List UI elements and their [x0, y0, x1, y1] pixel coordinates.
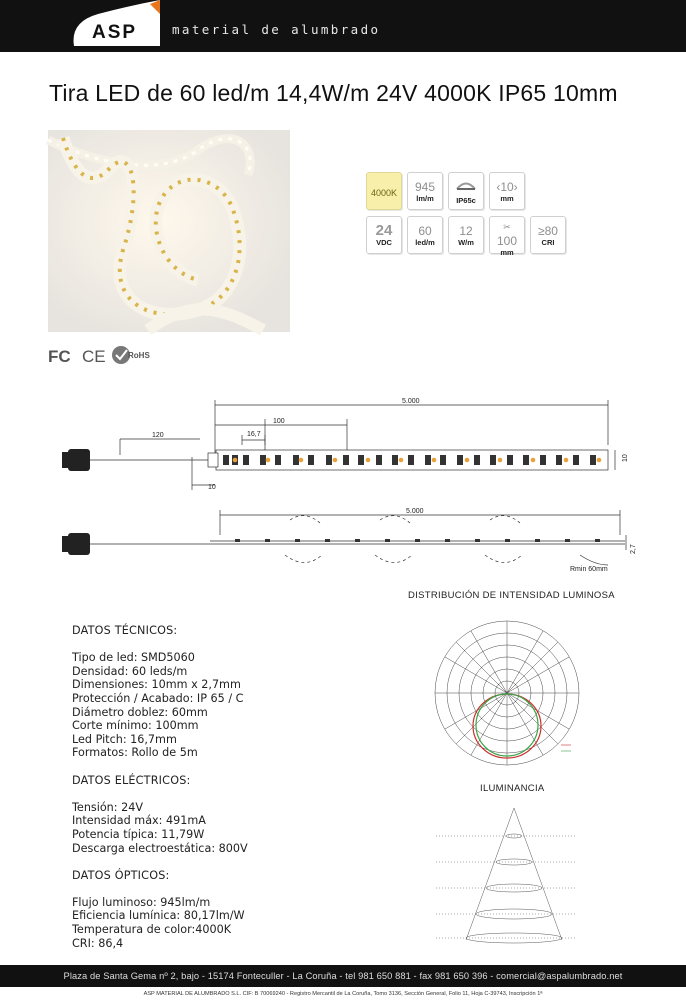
spec-efficacy: Eficiencia lumínica: 80,17lm/W: [72, 909, 245, 923]
spec-voltage: Tensión: 24V: [72, 800, 143, 814]
specifications: [72, 624, 372, 950]
spec-led-pitch: Led Pitch: 16,7mm: [72, 732, 177, 746]
cri-icon: ≥80 CRI: [530, 216, 566, 254]
dim-pitch: 16,7: [247, 431, 261, 438]
dim-section: 100: [273, 418, 285, 425]
dim-total-length: 5.000: [402, 398, 420, 405]
illuminance-title: ILUMINANCIA: [480, 783, 545, 794]
header-tagline: material de alumbrado: [172, 22, 381, 37]
logo-text: ASP: [92, 22, 138, 43]
elec-heading: DATOS ELÉCTRICOS:: [72, 773, 191, 787]
led-chips: [223, 455, 596, 465]
distribution-title: DISTRIBUCIÓN DE INTENSIDAD LUMINOSA: [408, 590, 615, 601]
spec-max-current: Intensidad máx: 491mA: [72, 814, 206, 828]
led-density-icon: 60 led/m: [407, 216, 443, 254]
spec-protection: Protección / Acabado: IP 65 / C: [72, 691, 244, 705]
footer-address: Plaza de Santa Gema nº 2, bajo - 15174 Fonteculler - La Coruña - tel 981 650 881 - fax 981 650 396 - comercial@aspalumbrado.net: [0, 965, 686, 987]
luminous-flux-icon: 945 lm/m: [407, 172, 443, 210]
dim-width: 10: [622, 454, 629, 462]
spec-led-type: Tipo de led: SMD5060: [72, 651, 195, 665]
fc-mark: FC: [48, 347, 71, 366]
tech-heading: DATOS TÉCNICOS:: [72, 624, 178, 637]
opt-heading: DATOS ÓPTICOS:: [72, 868, 170, 882]
footer-legal: ASP MATERIAL DE ALUMBRADO S.L. CIF: B 70069240 - Registro Mercantil de La Coruña, Tomo 3136, Sección General, Folio 11, Hoja C-39743, Inscripción 1ª: [143, 991, 543, 997]
technical-drawing: [60, 395, 637, 580]
spec-density: Densidad: 60 leds/m: [72, 664, 188, 678]
spec-esd: Descarga electroestática: 800V: [72, 841, 248, 855]
certification-marks: [48, 344, 158, 368]
spec-dimensions: Dimensiones: 10mm x 2,7mm: [72, 678, 241, 692]
spec-color-temp: Temperatura de color:4000K: [72, 923, 232, 937]
ce-mark: CE: [82, 347, 106, 366]
spec-typical-power: Potencia típica: 11,79W: [72, 827, 205, 841]
page-title: Tira LED de 60 led/m 14,4W/m 24V 4000K IP65 10mm: [49, 80, 618, 106]
spec-luminous-flux: Flujo luminoso: 945lm/m: [72, 895, 211, 909]
dim-side-length: 5.000: [406, 508, 424, 515]
dim-cable: 120: [152, 432, 164, 439]
dim-bend-radius: Rmin 60mm: [570, 566, 608, 573]
illuminance-diagram: [426, 800, 586, 950]
spec-formats: Formatos: Rollo de 5m: [72, 746, 198, 760]
polar-distribution-diagram: [427, 608, 612, 778]
rohs-mark: [112, 346, 150, 364]
header-bar: [0, 0, 686, 52]
dim-offset: 10: [208, 484, 216, 491]
spec-min-cut: Corte mínimo: 100mm: [72, 719, 199, 733]
color-temperature-icon: 4000K: [366, 172, 402, 210]
connector-top: [68, 449, 90, 471]
spec-bend-diameter: Diámetro doblez: 60mm: [72, 705, 208, 719]
feature-icons: [366, 172, 566, 262]
svg-text:RoHS: RoHS: [128, 351, 150, 360]
dim-thickness: 2,7: [630, 544, 637, 554]
ip-rating-icon: IP65c: [448, 172, 484, 210]
cut-length-icon: ✂ 100 mm: [489, 216, 525, 254]
spec-cri: CRI: 86,4: [72, 936, 124, 950]
asp-logo: [68, 0, 160, 46]
product-photo: [48, 130, 290, 332]
width-icon: ‹10› mm: [489, 172, 525, 210]
voltage-icon: 24 VDC: [366, 216, 402, 254]
power-icon: 12 W/m: [448, 216, 484, 254]
connector-side: [68, 533, 90, 555]
